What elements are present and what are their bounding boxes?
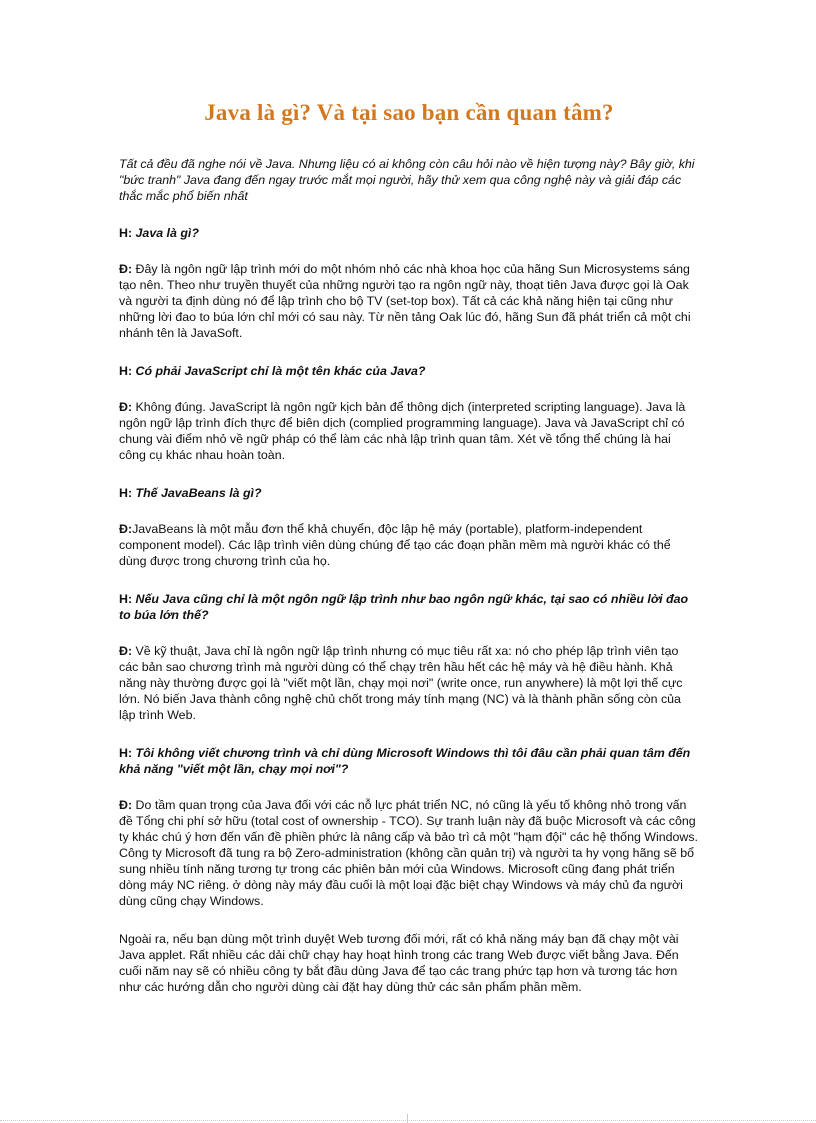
closing-paragraph: Ngoài ra, nếu bạn dùng một trình duyệt Web tương đối mới, rất có khả năng máy bạn đã chạy một vài Java applet. Rất nhiều các dải chữ chạy hay hoạt hình trong các trang Web được viết bằng Java. Đến cuối năm nay sẽ có nhiều công ty bắt đầu dùng Java để tạo các trang phức tạp hơn và tương tác hơn như các hướng dẫn cho người dùng cài đặt hay dùng thử các sản phẩm phần mềm. — [119, 932, 679, 994]
answer-prefix: Đ: — [119, 522, 133, 536]
question-1 — [119, 225, 699, 241]
page-title: Java là gì? Và tại sao bạn cần quan tâm? — [204, 100, 614, 125]
question-2 — [119, 363, 699, 379]
question-text: Nếu Java cũng chỉ là một ngôn ngữ lập trình như bao ngôn ngữ khác, tại sao có nhiều lời đao to búa lớn thế? — [119, 592, 689, 622]
answer-prefix: Đ: — [119, 262, 133, 276]
question-text: Tôi không viết chương trình và chỉ dùng Microsoft Windows thì tôi đâu cần phải quan tâm đến khả năng "viết một lần, chạy mọi nơi"? — [119, 746, 691, 776]
answer-text: JavaBeans là một mẫu đơn thể khả chuyển, độc lập hệ máy (portable), platform-independent component model). Các lập trình viên dùng chúng để tạo các đoạn phần mềm mà người khác có thể dùng được trong chương trình của họ. — [119, 522, 671, 568]
answer-prefix: Đ: — [119, 400, 133, 414]
question-prefix: H: — [119, 364, 133, 378]
question-prefix: H: — [119, 592, 133, 606]
answer-text: Không đúng. JavaScript là ngôn ngữ kịch bản để thông dịch (interpreted scripting language). Java là ngôn ngữ lập trình đích thực để biên dịch (complied programming language). Java và JavaScript chỉ có chung vài điểm nhỏ về ngữ pháp có thể làm các nhà lập trình quan tâm. Xét về tổng thể chúng là hai công cụ khác nhau hoàn toàn. — [119, 400, 686, 462]
page-center-mark — [407, 1114, 408, 1123]
document-page — [119, 100, 699, 995]
question-text: Có phải JavaScript chỉ là một tên khác của Java? — [135, 364, 426, 378]
question-text: Java là gì? — [135, 226, 199, 240]
answer-prefix: Đ: — [119, 798, 133, 812]
question-5 — [119, 745, 699, 777]
answer-prefix: Đ: — [119, 644, 133, 658]
question-prefix: H: — [119, 486, 133, 500]
question-prefix: H: — [119, 226, 133, 240]
answer-2 — [119, 399, 699, 463]
question-text: Thế JavaBeans là gì? — [135, 486, 262, 500]
answer-3 — [119, 521, 699, 569]
answer-text: Đây là ngôn ngữ lập trình mới do một nhóm nhỏ các nhà khoa học của hãng Sun Microsystems sáng tạo nên. Theo như truyền thuyết của những người tạo ra ngôn ngữ này, thoạt tiên Java được gọi là Oak và người ta định dùng nó để lập trình cho bộ TV (set-top box). Tất cả các khả năng hiện tại cũng như những lời đao to búa lớn chỉ mới có sau này. Từ nền tảng Oak lúc đó, hãng Sun đã phát triển cả một chi nhánh tên là JavaSoft. — [119, 262, 691, 340]
question-3 — [119, 485, 699, 501]
page-bottom-border — [0, 1120, 816, 1121]
answer-1 — [119, 261, 699, 341]
question-4 — [119, 591, 699, 623]
answer-5 — [119, 797, 699, 909]
answer-text: Do tầm quan trọng của Java đối với các nỗ lực phát triển NC, nó cũng là yếu tố không nhỏ trong vấn đề Tổng chi phí sở hữu (total cost of ownership - TCO). Sự tranh luận này đã buộc Microsoft và các công ty khác chú ý hơn đến vấn đề phiền phức là nâng cấp và bảo trì cả một "hạm đội" các hệ thống Windows. Công ty Microsoft đã tung ra bộ Zero-administration (không cần quản trị) và người ta hy vọng hãng sẽ bổ sung nhiều tính năng tương tự trong các phiên bản mới của Windows. Microsoft cũng đang phát triển dòng máy NC riêng. ở dòng này máy đầu cuối là một loại đặc biệt chạy Windows và máy chủ đa người dùng cũng chạy Windows. — [119, 798, 699, 908]
question-prefix: H: — [119, 746, 133, 760]
intro-paragraph: Tất cả đều đã nghe nói về Java. Nhưng liệu có ai không còn câu hỏi nào về hiện tượng này? Bây giờ, khi "bức tranh" Java đang đến ngay trước mắt mọi người, hãy thử xem qua công nghệ này và giải đáp các thắc mắc phổ biến nhất — [119, 157, 695, 203]
answer-4 — [119, 643, 699, 723]
answer-text: Về kỹ thuật, Java chỉ là ngôn ngữ lập trình nhưng có mục tiêu rất xa: nó cho phép lập trình viên tạo các bản sao chương trình mà người dùng có thể chạy trên hầu hết các hệ máy và hệ điều hành. Khả năng này thường được gọi là "viết một lần, chạy mọi nơi" (write once, run anywhere) là một lợi thế cực lớn. Nó biến Java thành công nghệ chủ chốt trong máy tính mạng (NC) và là thành phần sống còn của lập trình Web. — [119, 644, 683, 722]
